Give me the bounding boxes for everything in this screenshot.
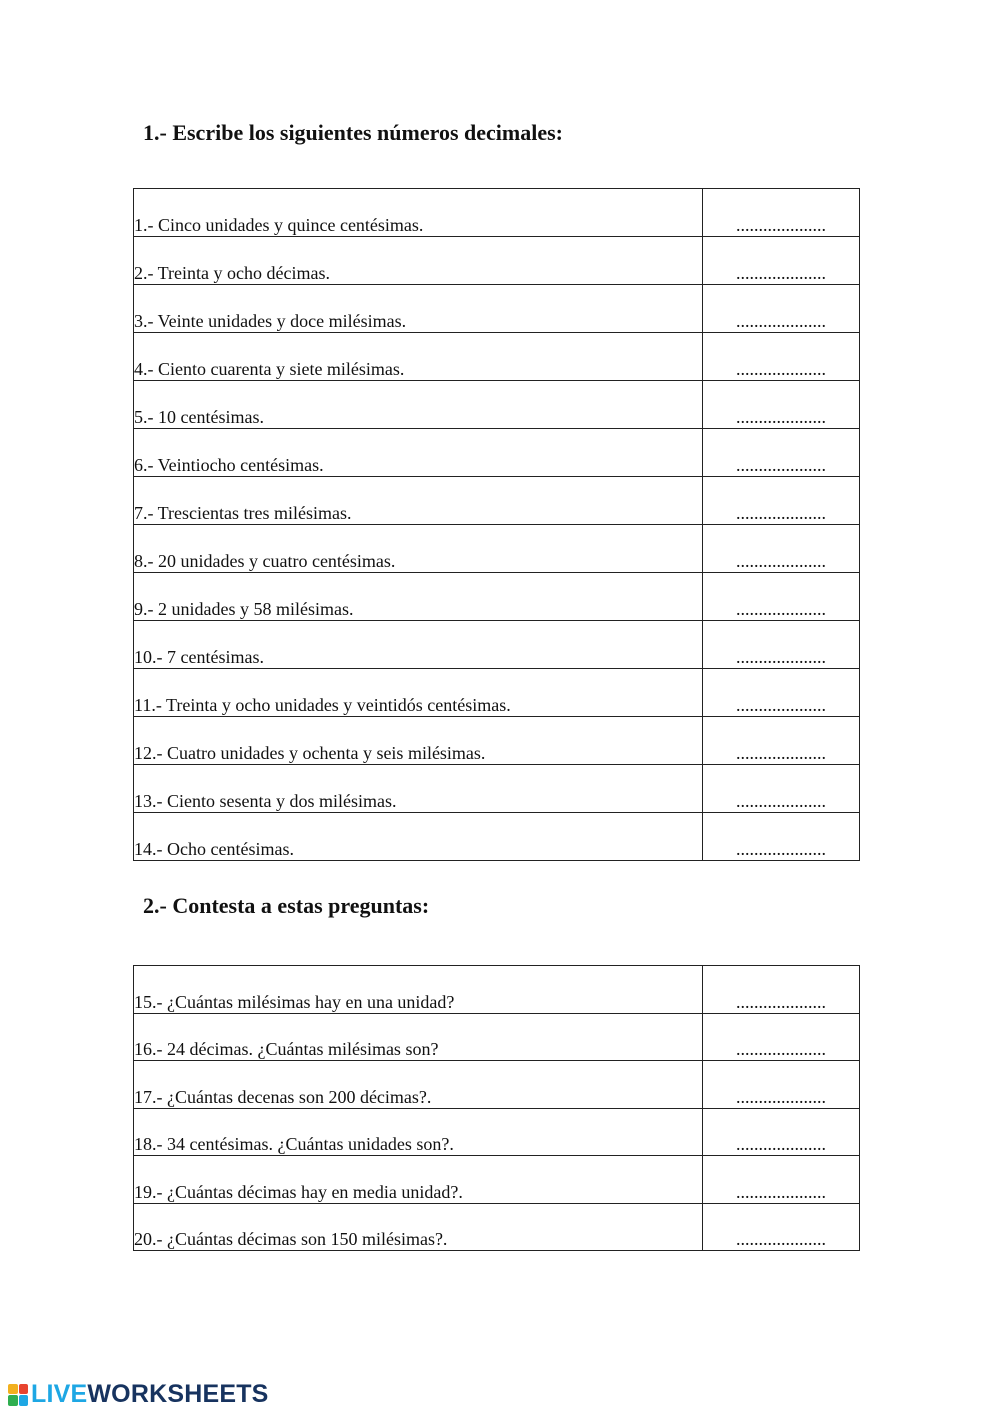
table-row bbox=[134, 285, 860, 333]
section-1-table bbox=[133, 188, 860, 861]
question-text: 17.- ¿Cuántas decenas son 200 décimas?. bbox=[134, 1061, 703, 1109]
question-text: 6.- Veintiocho centésimas. bbox=[134, 429, 703, 477]
logo-text-worksheets: WORKSHEETS bbox=[87, 1380, 269, 1408]
question-text: 12.- Cuatro unidades y ochenta y seis milésimas. bbox=[134, 717, 703, 765]
question-text: 4.- Ciento cuarenta y siete milésimas. bbox=[134, 333, 703, 381]
answer-blank[interactable]: .................... bbox=[703, 813, 860, 861]
question-text: 19.- ¿Cuántas décimas hay en media unidad?. bbox=[134, 1156, 703, 1204]
section-2-title: 2.- Contesta a estas preguntas: bbox=[143, 893, 430, 918]
answer-blank[interactable]: .................... bbox=[703, 381, 860, 429]
answer-blank[interactable]: .................... bbox=[703, 669, 860, 717]
answer-blank[interactable]: .................... bbox=[703, 717, 860, 765]
table-row bbox=[134, 717, 860, 765]
question-text: 10.- 7 centésimas. bbox=[134, 621, 703, 669]
table-row bbox=[134, 381, 860, 429]
answer-blank[interactable]: .................... bbox=[703, 966, 860, 1014]
table-row bbox=[134, 1013, 860, 1061]
logo-text-live: LIVE bbox=[31, 1380, 88, 1408]
table-row bbox=[134, 237, 860, 285]
answer-blank[interactable]: .................... bbox=[703, 237, 860, 285]
table-row bbox=[134, 813, 860, 861]
table-row bbox=[134, 525, 860, 573]
table-row bbox=[134, 621, 860, 669]
question-text: 14.- Ocho centésimas. bbox=[134, 813, 703, 861]
answer-blank[interactable]: .................... bbox=[703, 1203, 860, 1251]
question-text: 20.- ¿Cuántas décimas son 150 milésimas?. bbox=[134, 1203, 703, 1251]
answer-blank[interactable]: .................... bbox=[703, 573, 860, 621]
answer-blank[interactable]: .................... bbox=[703, 477, 860, 525]
table-row bbox=[134, 1203, 860, 1251]
answer-blank[interactable]: .................... bbox=[703, 1156, 860, 1204]
answer-blank[interactable]: .................... bbox=[703, 1061, 860, 1109]
answer-blank[interactable]: .................... bbox=[703, 333, 860, 381]
section-1-title: 1.- Escribe los siguientes números decimales: bbox=[143, 120, 564, 145]
question-text: 9.- 2 unidades y 58 milésimas. bbox=[134, 573, 703, 621]
table-row bbox=[134, 333, 860, 381]
liveworksheets-logo[interactable] bbox=[8, 1380, 269, 1409]
question-text: 13.- Ciento sesenta y dos milésimas. bbox=[134, 765, 703, 813]
logo-mark-square bbox=[19, 1395, 29, 1406]
table-row bbox=[134, 189, 860, 237]
question-text: 15.- ¿Cuántas milésimas hay en una unidad? bbox=[134, 966, 703, 1014]
question-text: 11.- Treinta y ocho unidades y veintidós centésimas. bbox=[134, 669, 703, 717]
answer-blank[interactable]: .................... bbox=[703, 621, 860, 669]
question-text: 7.- Trescientas tres milésimas. bbox=[134, 477, 703, 525]
question-text: 2.- Treinta y ocho décimas. bbox=[134, 237, 703, 285]
logo-mark-square bbox=[19, 1384, 29, 1395]
table-row bbox=[134, 669, 860, 717]
liveworksheets-logo-icon bbox=[8, 1384, 28, 1406]
question-text: 8.- 20 unidades y cuatro centésimas. bbox=[134, 525, 703, 573]
table-row bbox=[134, 477, 860, 525]
table-row bbox=[134, 966, 860, 1014]
answer-blank[interactable]: .................... bbox=[703, 189, 860, 237]
answer-blank[interactable]: .................... bbox=[703, 429, 860, 477]
table-row bbox=[134, 1156, 860, 1204]
logo-mark-square bbox=[8, 1395, 18, 1406]
table-row bbox=[134, 765, 860, 813]
table-row bbox=[134, 429, 860, 477]
question-text: 16.- 24 décimas. ¿Cuántas milésimas son? bbox=[134, 1013, 703, 1061]
logo-mark-square bbox=[8, 1384, 18, 1395]
table-row bbox=[134, 573, 860, 621]
question-text: 5.- 10 centésimas. bbox=[134, 381, 703, 429]
table-row bbox=[134, 1108, 860, 1156]
answer-blank[interactable]: .................... bbox=[703, 765, 860, 813]
section-2-table bbox=[133, 965, 860, 1251]
question-text: 3.- Veinte unidades y doce milésimas. bbox=[134, 285, 703, 333]
logo-text bbox=[31, 1380, 269, 1409]
table-row bbox=[134, 1061, 860, 1109]
answer-blank[interactable]: .................... bbox=[703, 285, 860, 333]
answer-blank[interactable]: .................... bbox=[703, 525, 860, 573]
question-text: 1.- Cinco unidades y quince centésimas. bbox=[134, 189, 703, 237]
answer-blank[interactable]: .................... bbox=[703, 1108, 860, 1156]
question-text: 18.- 34 centésimas. ¿Cuántas unidades son?. bbox=[134, 1108, 703, 1156]
answer-blank[interactable]: .................... bbox=[703, 1013, 860, 1061]
